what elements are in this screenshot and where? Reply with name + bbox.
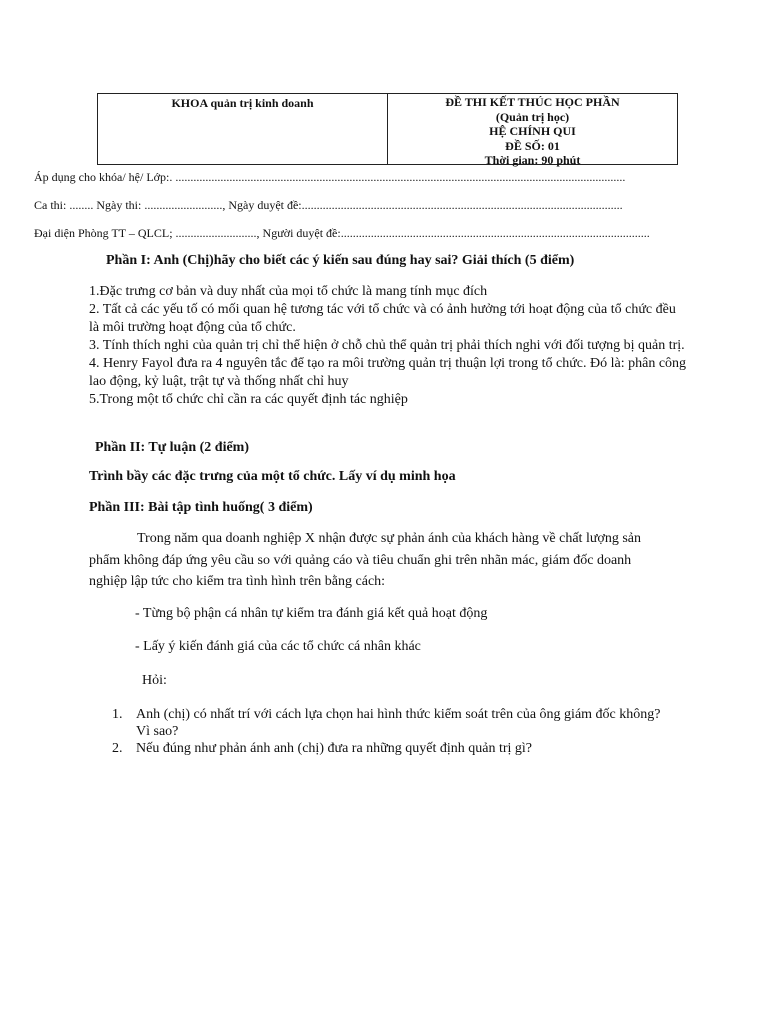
question-number: 2.: [112, 741, 123, 756]
subject-name: (Quản trị học): [495, 109, 570, 124]
part1-item: 3. Tính thích nghi của quản trị chỉ thể hiện ở chỗ chủ thể quản trị phải thích nghi với đối tượng bị quản trị.: [89, 338, 685, 353]
part1-list: [89, 283, 689, 409]
question-label: Hỏi:: [142, 673, 167, 688]
course-line: Áp dụng cho khóa/ hệ/ Lớp:. ......................................................................................................................................................: [34, 170, 626, 184]
program-type: HỆ CHÍNH QUI: [489, 124, 576, 138]
exam-title: ĐỀ THI KẾT THÚC HỌC PHẦN: [445, 95, 620, 109]
case-bullet: - Từng bộ phận cá nhân tự kiểm tra đánh giá kết quả hoạt động: [135, 606, 488, 621]
case-paragraph: Trong năm qua doanh nghiệp X nhận được sự phản ánh của khách hàng về chất lượng sản phẩm không đáp ứng yêu cầu so với quảng cáo và tiêu chuẩn ghi trên nhãn mác, giám đốc doanh nghiệp lập tức cho kiểm tra tình hình trên bằng cách:: [89, 531, 641, 589]
part1-item: 5.Trong một tổ chức chỉ cần ra các quyết định tác nghiệp: [89, 392, 408, 407]
exam-number: ĐỀ SỐ: 01: [505, 138, 560, 153]
question-number: 1.: [112, 707, 123, 722]
exam-date-line: Ca thi: ........ Ngày thi: .........................., Ngày duyệt đề:...........................................................................................................: [34, 198, 623, 212]
part2-question: Trình bầy các đặc trưng của một tổ chức. Lấy ví dụ minh họa: [89, 469, 456, 484]
part1-item: 1.Đặc trưng cơ bản và duy nhất của mọi tổ chức là mang tính mục đích: [89, 284, 488, 299]
approver-line: Đại diện Phòng TT – QLCL; ..........................., Người duyệt đề:.......................................................................................................: [34, 226, 650, 240]
exam-title-block: [388, 94, 677, 167]
question-text: Nếu đúng như phản ánh anh (chị) đưa ra những quyết định quản trị gì?: [136, 741, 532, 756]
header-table: [97, 93, 678, 165]
list-item: [112, 706, 672, 740]
exam-duration: Thời gian: 90 phút: [484, 153, 581, 167]
part1-item: 4. Henry Fayol đưa ra 4 nguyên tắc để tạo ra môi trường quản trị thuận lợi trong tổ chức. Đó là: phân công lao động, kỷ luật, trật tự và thống nhất chỉ huy: [89, 356, 687, 389]
faculty-name: KHOA quản trị kinh doanh: [98, 94, 388, 164]
case-questions: [112, 706, 672, 757]
question-text: Anh (chị) có nhất trí với cách lựa chọn hai hình thức kiểm soát trên của ông giám đốc không?Vì sao?: [136, 707, 661, 739]
part1-item: 2. Tất cả các yếu tố có mối quan hệ tương tác với tổ chức và có ảnh hưởng tới hoạt động của tổ chức đều là môi trường hoạt động của tổ chức.: [89, 302, 676, 335]
case-bullet: - Lấy ý kiến đánh giá của các tổ chức cá nhân khác: [135, 639, 421, 654]
part3-title: Phần III: Bài tập tình huống( 3 điểm): [89, 500, 313, 515]
list-item: [112, 740, 672, 757]
part1-title: Phần I: Anh (Chị)hãy cho biết các ý kiến sau đúng hay sai? Giải thích (5 điểm): [106, 253, 575, 268]
part2-title: Phần II: Tự luận (2 điểm): [95, 440, 250, 455]
